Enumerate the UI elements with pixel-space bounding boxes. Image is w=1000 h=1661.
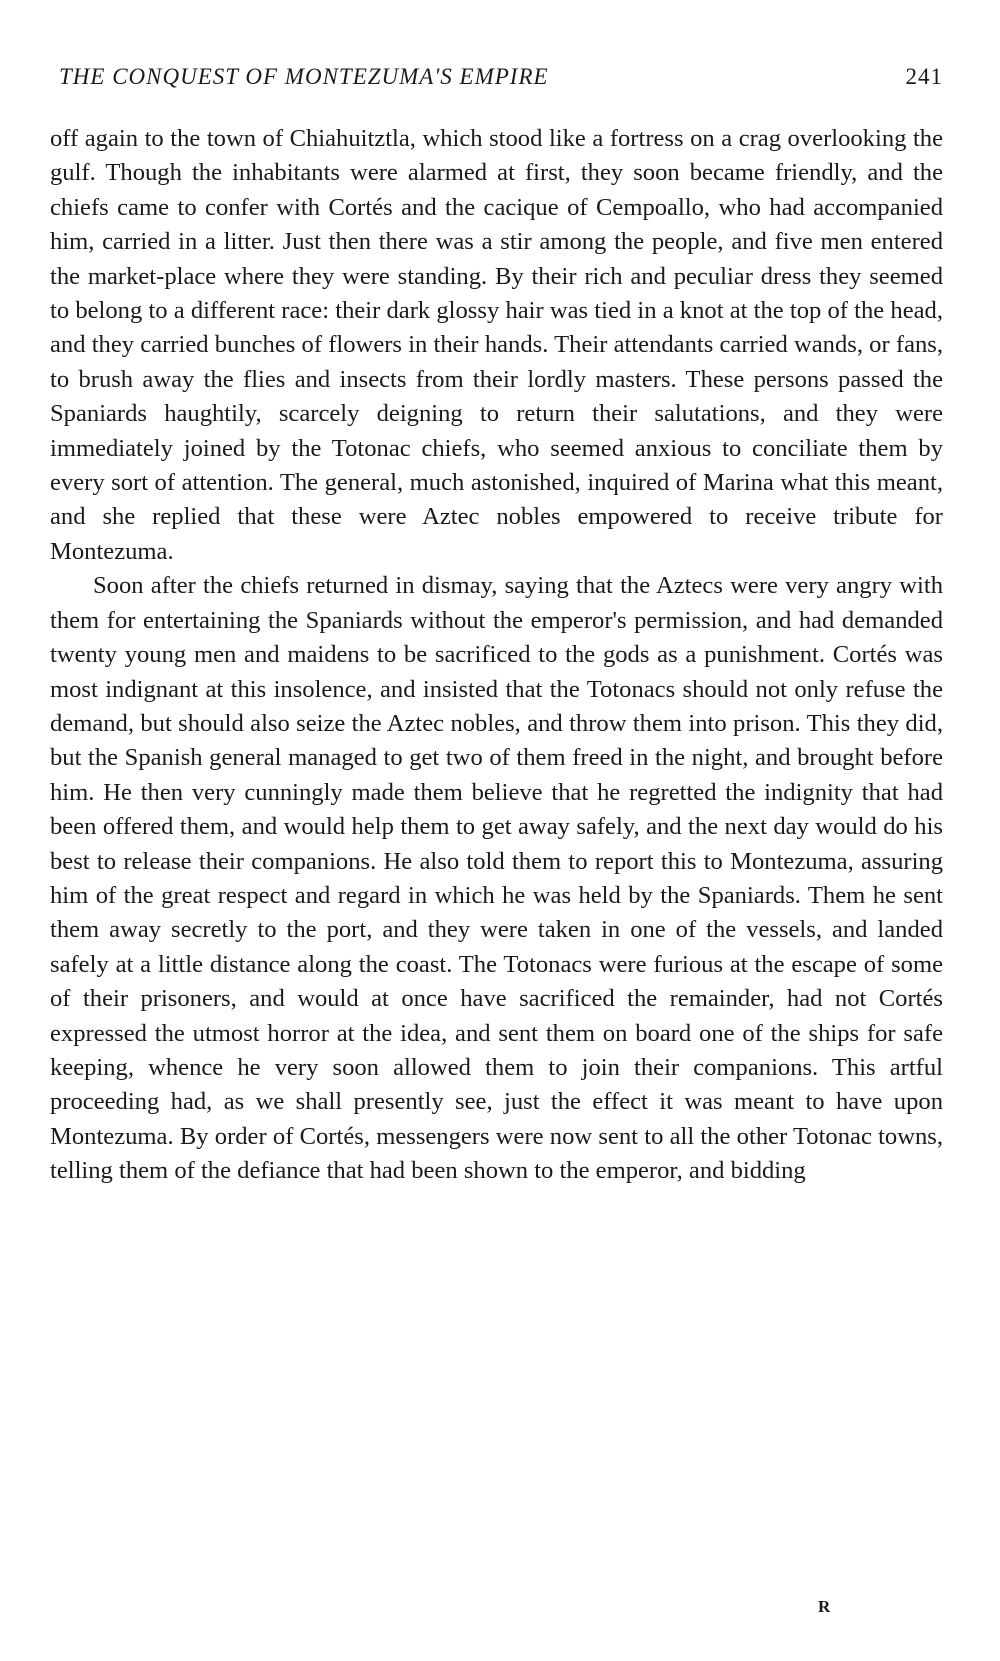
body-text [50, 122, 943, 1189]
paragraph-continued: off again to the town of Chiahuitztla, which stood like a fortress on a crag overlooking the gulf. Though the inhabitants were alarmed at first, they soon became friendly, and the chiefs came to confer with Cortés and the cacique of Cempoallo, who had accompanied him, carried in a litter. Just then there was a stir among the people, and five men entered the market-place where they were standing. By their rich and peculiar dress they seemed to belong to a different race: their dark glossy hair was tied in a knot at the top of the head, and they carried bunches of flowers in their hands. Their attendants carried wands, or fans, to brush away the flies and insects from their lordly masters. These persons passed the Spaniards haughtily, scarcely deigning to return their salutations, and they were immediately joined by the Totonac chiefs, who seemed anxious to conciliate them by every sort of attention. The general, much astonished, inquired of Marina what this meant, and she replied that these were Aztec nobles empowered to receive tribute for Montezuma. [50, 125, 943, 565]
book-page [50, 58, 943, 1189]
signature-mark: R [818, 1597, 832, 1616]
page-number: 241 [905, 64, 943, 89]
running-title: THE CONQUEST OF MONTEZUMA'S EMPIRE [59, 64, 549, 89]
paragraph: Soon after the chiefs returned in dismay, saying that the Aztecs were very angry with them for entertaining the Spaniards without the emperor's permission, and had demanded twenty young men and maidens to be sacrificed to the gods as a punishment. Cortés was most indignant at this insolence, and insisted that the Totonacs should not only refuse the demand, but should also seize the Aztec nobles, and throw them into prison. This they did, but the Spanish general managed to get two of them freed in the night, and brought before him. He then very cunningly made them believe that he regretted the indignity that had been offered them, and would help them to get away safely, and the next day would do his best to release their companions. He also told them to report this to Montezuma, assuring him of the great respect and regard in which he was held by the Spaniards. Them he sent them away secretly to the port, and they were taken in one of the vessels, and landed safely at a little distance along the coast. The Totonacs were furious at the escape of some of their prisoners, and would at once have sacrificed the remainder, had not Cortés expressed the utmost horror at the idea, and sent them on board one of the ships for safe keeping, whence he very soon allowed them to join their companions. This artful proceeding had, as we shall presently see, just the effect it was meant to have upon Montezuma. By order of Cortés, messengers were now sent to all the other Totonac towns, telling them of the defiance that had been shown to the emperor, and bidding [50, 572, 943, 1185]
running-head [50, 58, 943, 98]
